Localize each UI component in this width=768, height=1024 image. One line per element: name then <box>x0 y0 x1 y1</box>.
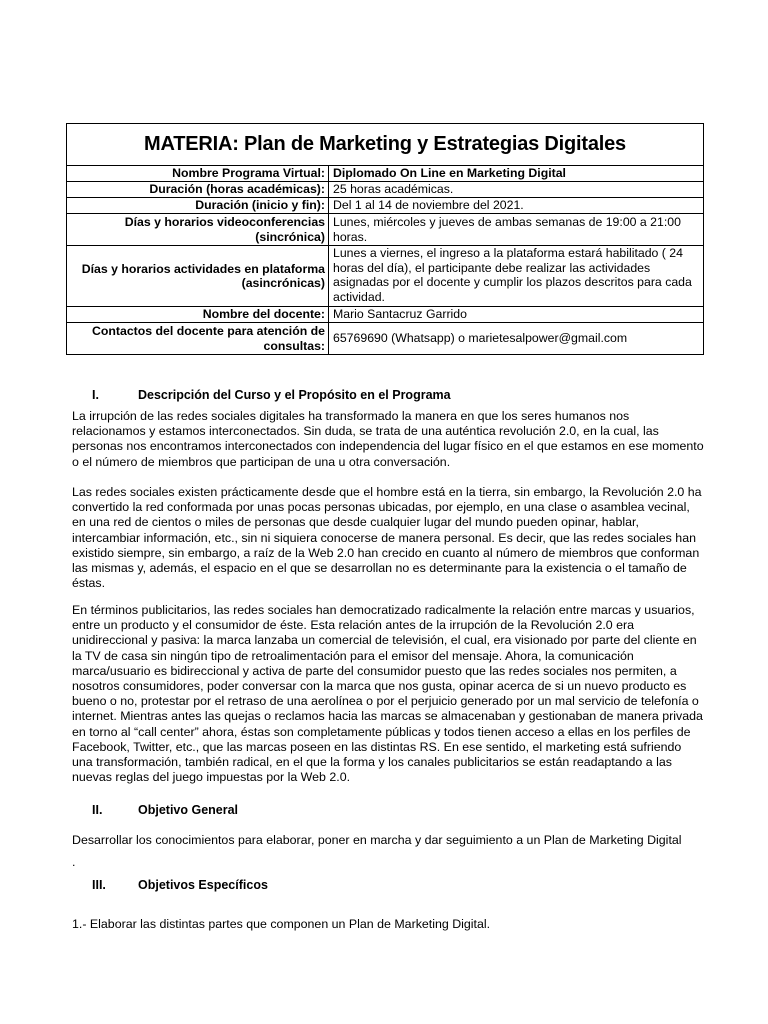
table-row <box>67 166 703 182</box>
section-title: Objetivo General <box>138 803 239 817</box>
section-title: Descripción del Curso y el Propósito en el Programa <box>138 388 451 402</box>
row-value: Diplomado On Line en Marketing Digital <box>333 166 566 181</box>
section-heading-3 <box>92 878 268 892</box>
row-label: Duración (inicio y fin): <box>67 198 329 213</box>
table-row <box>67 246 703 307</box>
paragraph-3: En términos publicitarios, las redes sociales han democratizado radicalmente la relación entre marcas y usuarios, entre un producto y el consumidor de éste. Esta relación antes de la irrupción de la Revolución 2.0 era unidireccional y pasiva: la marca lanzaba un comercial de televisión, el cual, era visionado por parte del cliente en la TV de casa sin ningún tipo de retroalimentación para el emisor del mensaje. Ahora, la comunicación marca/usuario es bidireccional y activa de parte del consumidor puesto que las redes sociales nos permiten, a nosotros consumidores, poder conversar con la marca que nos gusta, opinar acerca de si un nuevo producto es bueno o no, protestar por el retraso de una aerolínea o por el perjuicio generado por un mal servicio de telefonía o internet. Mientras antes las quejas o reclamos hacia las marcas se almacenaban y gestionaban de manera privada en torno al “call center” ahora, éstas son completamente públicas y todos tienen acceso a ellas en los perfiles de Facebook, Twitter, etc., que las marcas poseen en las distintas RS. En ese sentido, el marketing está sufriendo una transformación, también radical, en el que la forma y los canales publicitarios se están readaptando a las nuevas reglas del juego impuestas por la Web 2.0. <box>72 603 703 785</box>
row-label: Nombre Programa Virtual: <box>67 166 329 181</box>
section-number: II. <box>92 803 103 817</box>
section-number: III. <box>92 878 106 892</box>
paragraph-2: Las redes sociales existen prácticamente desde que el hombre está en la tierra, sin embargo, la Revolución 2.0 ha convertido la red conformada por unas pocas personas ubicadas, por ejemplo, en una clase o asamblea vecinal, en una red de cientos o miles de personas que desde cualquier lugar del mundo pueden opinar, hablar, intercambiar información, etc., sin ni siquiera conocerse de manera personal. Es decir, que las redes sociales han existido siempre, sin embargo, a raíz de la Web 2.0 han crecido en cuanto al número de miembros que conforman las mismas y, además, el espacio en el que se desarrollan no es determinante para la existencia o el tamaño de éstas. <box>72 485 702 591</box>
table-row <box>67 214 703 246</box>
section-title: Objetivos Específicos <box>138 878 268 892</box>
section-heading-2 <box>92 803 238 817</box>
section-heading-1 <box>92 388 451 402</box>
row-label: Duración (horas académicas): <box>67 182 329 197</box>
page-title: MATERIA: Plan de Marketing y Estrategias Digitales <box>144 133 626 155</box>
row-label: Días y horarios actividades en plataforma (asincrónicas) <box>67 246 329 306</box>
table-row <box>67 323 703 354</box>
section-number: I. <box>92 388 99 402</box>
paragraph-1: La irrupción de las redes sociales digitales ha transformado la manera en que los seres humanos nos relacionamos y estamos interconectados. Sin duda, se trata de una auténtica revolución 2.0, en la cual, las personas nos encontramos interconectados con independencia del lugar físico en el que estamos en ese momento o el número de miembros que participan de una u otra conversación. <box>72 409 704 469</box>
row-label: Días y horarios videoconferencias (sincrónica) <box>67 214 329 245</box>
row-value: 25 horas académicas. <box>333 182 454 197</box>
row-value: Lunes, miércoles y jueves de ambas semanas de 19:00 a 21:00 horas. <box>333 215 681 244</box>
table-row <box>67 182 703 198</box>
paragraph-4-dot: . <box>72 855 76 869</box>
title-row <box>67 124 703 166</box>
table-row <box>67 307 703 323</box>
row-value: 65769690 (Whatsapp) o marietesalpower@gmail.com <box>333 331 628 346</box>
row-label: Nombre del docente: <box>67 307 329 322</box>
row-value: Del 1 al 14 de noviembre del 2021. <box>333 198 524 213</box>
paragraph-4: Desarrollar los conocimientos para elaborar, poner en marcha y dar seguimiento a un Plan de Marketing Digital <box>72 833 682 847</box>
paragraph-5: 1.- Elaborar las distintas partes que componen un Plan de Marketing Digital. <box>72 917 491 931</box>
course-info-table <box>66 123 704 355</box>
row-value: Mario Santacruz Garrido <box>333 307 467 322</box>
row-label: Contactos del docente para atención de consultas: <box>67 323 329 354</box>
row-value: Lunes a viernes, el ingreso a la plataforma estará habilitado ( 24 horas del día), el participante debe realizar las actividades asignadas por el docente y cumplir los plazos descritos para cada actividad. <box>333 246 692 304</box>
table-row <box>67 198 703 214</box>
